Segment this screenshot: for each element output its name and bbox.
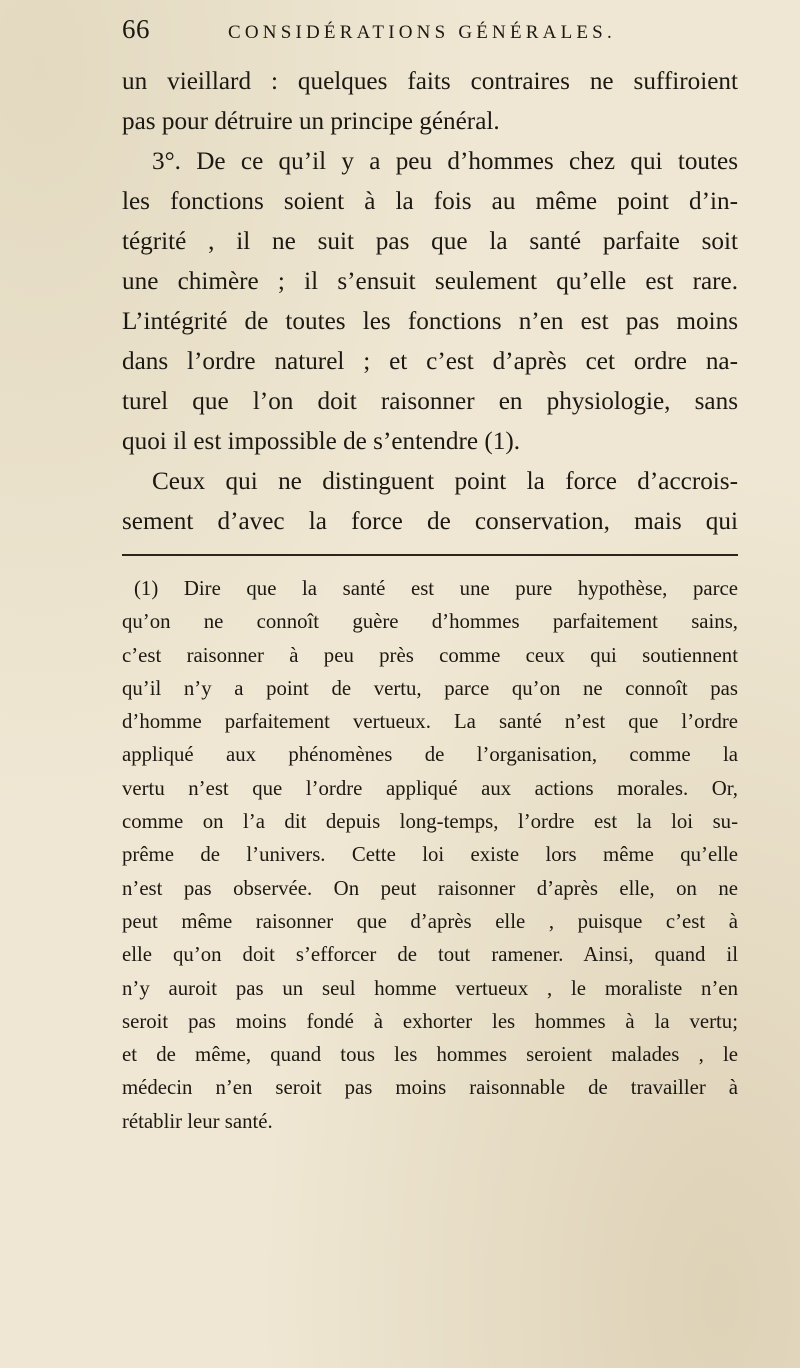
footnote-line: c’est raisonner à peu près comme ceux qui soutiennent	[122, 643, 738, 667]
text-line: une chimère ; il s’ensuit seulement qu’elle est rare.	[122, 268, 738, 295]
text-line: dans l’ordre naturel ; et c’est d’après cet ordre na-	[122, 348, 738, 375]
running-head: CONSIDÉRATIONS GÉNÉRALES.	[228, 22, 616, 43]
footnote-line: qu’on ne connoît guère d’hommes parfaitement sains,	[122, 610, 738, 634]
footnote-line: seroit pas moins fondé à exhorter les hommes à la vertu;	[122, 1009, 738, 1033]
main-text	[122, 62, 738, 542]
text-line: pas pour détruire un principe général.	[122, 108, 500, 135]
footnote-line: comme on l’a dit depuis long-temps, l’ordre est la loi su-	[122, 810, 738, 834]
text-line: tégrité , il ne suit pas que la santé parfaite soit	[122, 228, 738, 255]
footnote-line: et de même, quand tous les hommes seroient malades , le	[122, 1043, 738, 1067]
footnote-line: (1) Dire que la santé est une pure hypothèse, parce	[134, 577, 738, 600]
footnote-line: vertu n’est que l’ordre appliqué aux actions morales. Or,	[122, 776, 738, 800]
page-number: 66	[122, 14, 150, 44]
footnote-line: appliqué aux phénomènes de l’organisation, comme la	[122, 743, 738, 767]
page-header	[122, 14, 742, 54]
text-line: sement d’avec la force de conservation, mais qui	[122, 508, 738, 535]
footnote-line: n’y auroit pas un seul homme vertueux , le moraliste n’en	[122, 976, 738, 1000]
footnote-line: médecin n’en seroit pas moins raisonnable de travailler à	[122, 1076, 738, 1100]
text-line: un vieillard : quelques faits contraires ne suffiroient	[122, 68, 738, 95]
text-line: Ceux qui ne distinguent point la force d’accrois-	[152, 468, 738, 495]
text-line: les fonctions soient à la fois au même point d’in-	[122, 188, 738, 215]
text-line: 3°. De ce qu’il y a peu d’hommes chez qui toutes	[152, 148, 738, 175]
text-line: turel que l’on doit raisonner en physiologie, sans	[122, 388, 738, 415]
footnote-line: rétablir leur santé.	[122, 1109, 273, 1133]
footnote	[122, 572, 738, 1138]
footnote-line: qu’il n’y a point de vertu, parce qu’on ne connoît pas	[122, 676, 738, 700]
footnote-line: n’est pas observée. On peut raisonner d’après elle, on ne	[122, 876, 738, 900]
footnote-line: prême de l’univers. Cette loi existe lors même qu’elle	[122, 843, 738, 867]
footnote-line: d’homme parfaitement vertueux. La santé n’est que l’ordre	[122, 710, 738, 734]
text-line: L’intégrité de toutes les fonctions n’en est pas moins	[122, 308, 738, 335]
footnote-line: elle qu’on doit s’efforcer de tout ramener. Ainsi, quand il	[122, 943, 738, 967]
text-line: quoi il est impossible de s’entendre (1).	[122, 428, 521, 455]
footnote-separator	[122, 554, 738, 556]
footnote-line: peut même raisonner que d’après elle , puisque c’est à	[122, 909, 738, 933]
